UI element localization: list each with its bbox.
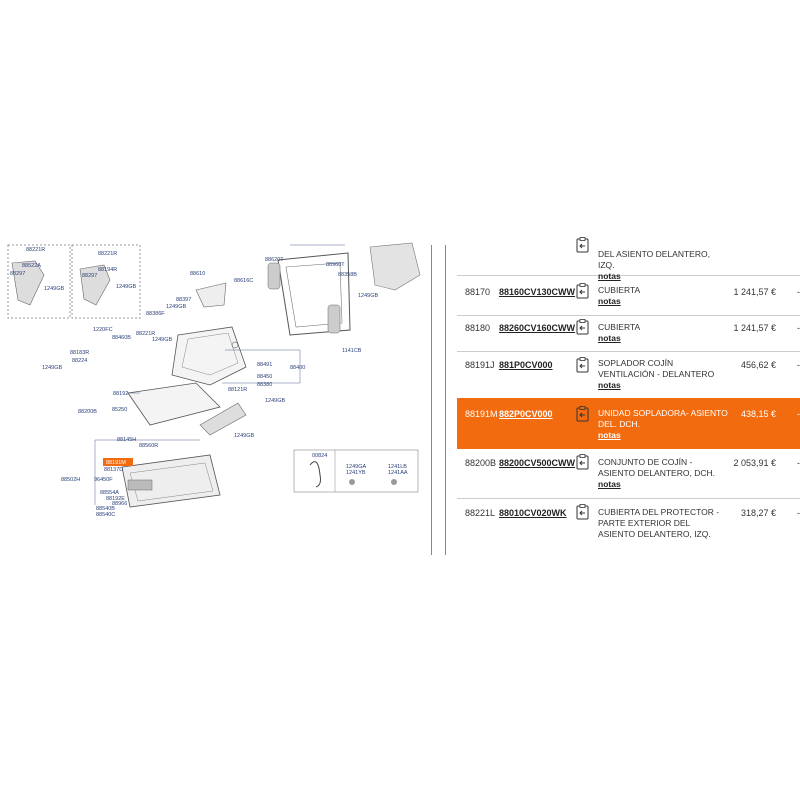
callout-label[interactable]: 88560R: [139, 443, 159, 449]
callout-label[interactable]: 1220FC: [93, 327, 113, 333]
callout-label[interactable]: 88224: [72, 358, 88, 364]
callout-label[interactable]: 88540C: [96, 512, 116, 518]
part-price: 438,15 €: [740, 409, 776, 419]
part-number-link[interactable]: 88010CV020WK: [499, 508, 567, 518]
callout-label[interactable]: 85250: [112, 407, 128, 413]
part-description: DEL ASIENTO DELANTERO, IZQ.: [598, 249, 710, 270]
callout-label[interactable]: 88522A: [22, 263, 41, 269]
callout-label[interactable]: 88221R: [98, 251, 118, 257]
callout-label[interactable]: 88137D: [104, 467, 124, 473]
parts-row[interactable]: [457, 448, 800, 499]
parts-list: [457, 235, 800, 555]
part-reference: 88180: [465, 323, 491, 333]
callout-label[interactable]: 88297: [82, 273, 98, 279]
callout-label[interactable]: 96450F: [94, 477, 113, 483]
panel-divider: [431, 245, 432, 555]
parts-row-selected[interactable]: [457, 398, 800, 449]
callout-label[interactable]: 88386F: [146, 311, 165, 317]
part-description: SOPLADOR COJÍN VENTILACIÓN - DELANTERO: [598, 358, 715, 379]
part-description: UNIDAD SOPLADORA- ASIENTO DEL. DCH.: [598, 408, 728, 429]
part-reference: 88191J: [465, 360, 495, 370]
callout-label[interactable]: 1249GB: [42, 365, 63, 371]
cart-icon[interactable]: [576, 237, 590, 253]
notes-link[interactable]: notas: [598, 271, 621, 281]
part-number-link[interactable]: 88160CV130CWW: [499, 287, 576, 297]
callout-label[interactable]: 88297: [10, 271, 26, 277]
callout-label[interactable]: 1249GB: [234, 433, 255, 439]
part-price: 2 053,91 €: [733, 458, 776, 468]
more-indicator: -: [797, 409, 800, 419]
callout-label[interactable]: 88221R: [26, 247, 46, 253]
cart-icon[interactable]: [576, 454, 590, 470]
parts-row[interactable]: [457, 315, 800, 352]
more-indicator: -: [797, 508, 800, 518]
cart-icon[interactable]: [576, 357, 590, 373]
callout-label[interactable]: 1249GB: [152, 337, 173, 343]
notes-link[interactable]: notas: [598, 380, 621, 390]
callout-label[interactable]: 88620T: [265, 257, 284, 263]
selected-callout-label[interactable]: 88191M: [106, 460, 126, 466]
callout-label[interactable]: 88540B: [96, 506, 115, 512]
part-number-link[interactable]: 88200CV500CWW: [499, 458, 576, 468]
callout-label[interactable]: 88194R: [98, 267, 118, 273]
part-description: CUBIERTA DEL PROTECTOR - PARTE EXTERIOR DEL ASIENTO DELANTERO, IZQ.: [598, 507, 720, 539]
callout-label[interactable]: 88502H: [61, 477, 81, 483]
callout-label[interactable]: 88192E: [106, 496, 125, 502]
part-description: CUBIERTA: [598, 285, 641, 295]
callout-label[interactable]: 88221R: [136, 331, 156, 337]
part-reference: 88170: [465, 287, 491, 297]
part-description: CUBIERTA: [598, 322, 641, 332]
more-indicator: -: [797, 323, 800, 333]
part-number-link[interactable]: 88260CV160CWW: [499, 323, 576, 333]
callout-label[interactable]: 1249GB: [166, 304, 187, 310]
cart-icon[interactable]: [576, 319, 590, 335]
callout-label[interactable]: 88183R: [70, 350, 90, 356]
panel-divider: [445, 245, 446, 555]
cart-icon[interactable]: [576, 406, 590, 422]
part-number-link[interactable]: 882P0CV000: [499, 409, 553, 419]
callout-label[interactable]: 88966: [112, 501, 128, 507]
callout-label[interactable]: 1249GB: [116, 284, 137, 290]
notes-link[interactable]: notas: [598, 479, 621, 489]
callout-label[interactable]: 88460B: [112, 335, 131, 341]
cushion-cover: [128, 383, 220, 425]
callout-label[interactable]: 88192: [113, 391, 129, 397]
notes-link[interactable]: notas: [598, 296, 621, 306]
cart-icon[interactable]: [576, 504, 590, 520]
seat-diagram-svg: [0, 235, 430, 565]
callout-label[interactable]: 88554A: [100, 490, 119, 496]
more-indicator: -: [797, 360, 800, 370]
callout-label[interactable]: 88200B: [78, 409, 97, 415]
callout-label[interactable]: 1241YB: [346, 470, 366, 476]
callout-label[interactable]: 88358B: [338, 272, 357, 278]
part-price: 318,27 €: [740, 508, 776, 518]
part-reference: 88200B: [465, 458, 497, 468]
bracket: [196, 283, 226, 307]
exploded-parts-diagram: [0, 235, 430, 565]
more-indicator: -: [797, 287, 800, 297]
callout-label[interactable]: 1141CB: [342, 348, 362, 354]
part-reference: 88191M: [465, 409, 498, 419]
callout-label[interactable]: 88616C: [234, 278, 254, 284]
part-description: CONJUNTO DE COJÍN - ASIENTO DELANTERO, DCH.: [598, 457, 715, 478]
callout-label[interactable]: 1249GB: [44, 286, 65, 292]
parts-row[interactable]: [457, 351, 800, 399]
notes-link[interactable]: notas: [598, 430, 621, 440]
notes-link[interactable]: notas: [598, 333, 621, 343]
callout-label[interactable]: 88380: [257, 382, 273, 388]
part-price: 1 241,57 €: [733, 287, 776, 297]
parts-row[interactable]: [457, 235, 800, 281]
callout-label[interactable]: 1241LB: [388, 464, 407, 470]
callout-label[interactable]: 88960T: [326, 262, 345, 268]
cart-icon[interactable]: [576, 283, 590, 299]
callout-label[interactable]: 88450: [257, 374, 273, 380]
callout-label[interactable]: 88145H: [117, 437, 137, 443]
seatback-cover: [370, 243, 420, 290]
part-price: 1 241,57 €: [733, 323, 776, 333]
parts-row[interactable]: [457, 498, 800, 553]
callout-label[interactable]: 88400: [290, 365, 306, 371]
callout-label[interactable]: 88397: [176, 297, 192, 303]
callout-label[interactable]: 88121R: [228, 387, 248, 393]
more-indicator: -: [797, 458, 800, 468]
callout-label[interactable]: 88610: [190, 271, 206, 277]
part-number-link[interactable]: 881P0CV000: [499, 360, 553, 370]
callout-label[interactable]: 1249GB: [358, 293, 379, 299]
callout-label[interactable]: 00824: [312, 453, 328, 459]
part-reference: 88221L: [465, 508, 496, 518]
callout-label[interactable]: 1241AA: [388, 470, 408, 476]
callout-label[interactable]: 1249GB: [265, 398, 286, 404]
parts-row[interactable]: [457, 275, 800, 316]
part-price: 456,62 €: [740, 360, 776, 370]
callout-label[interactable]: 88491: [257, 362, 273, 368]
callout-label[interactable]: 1249GA: [346, 464, 367, 470]
